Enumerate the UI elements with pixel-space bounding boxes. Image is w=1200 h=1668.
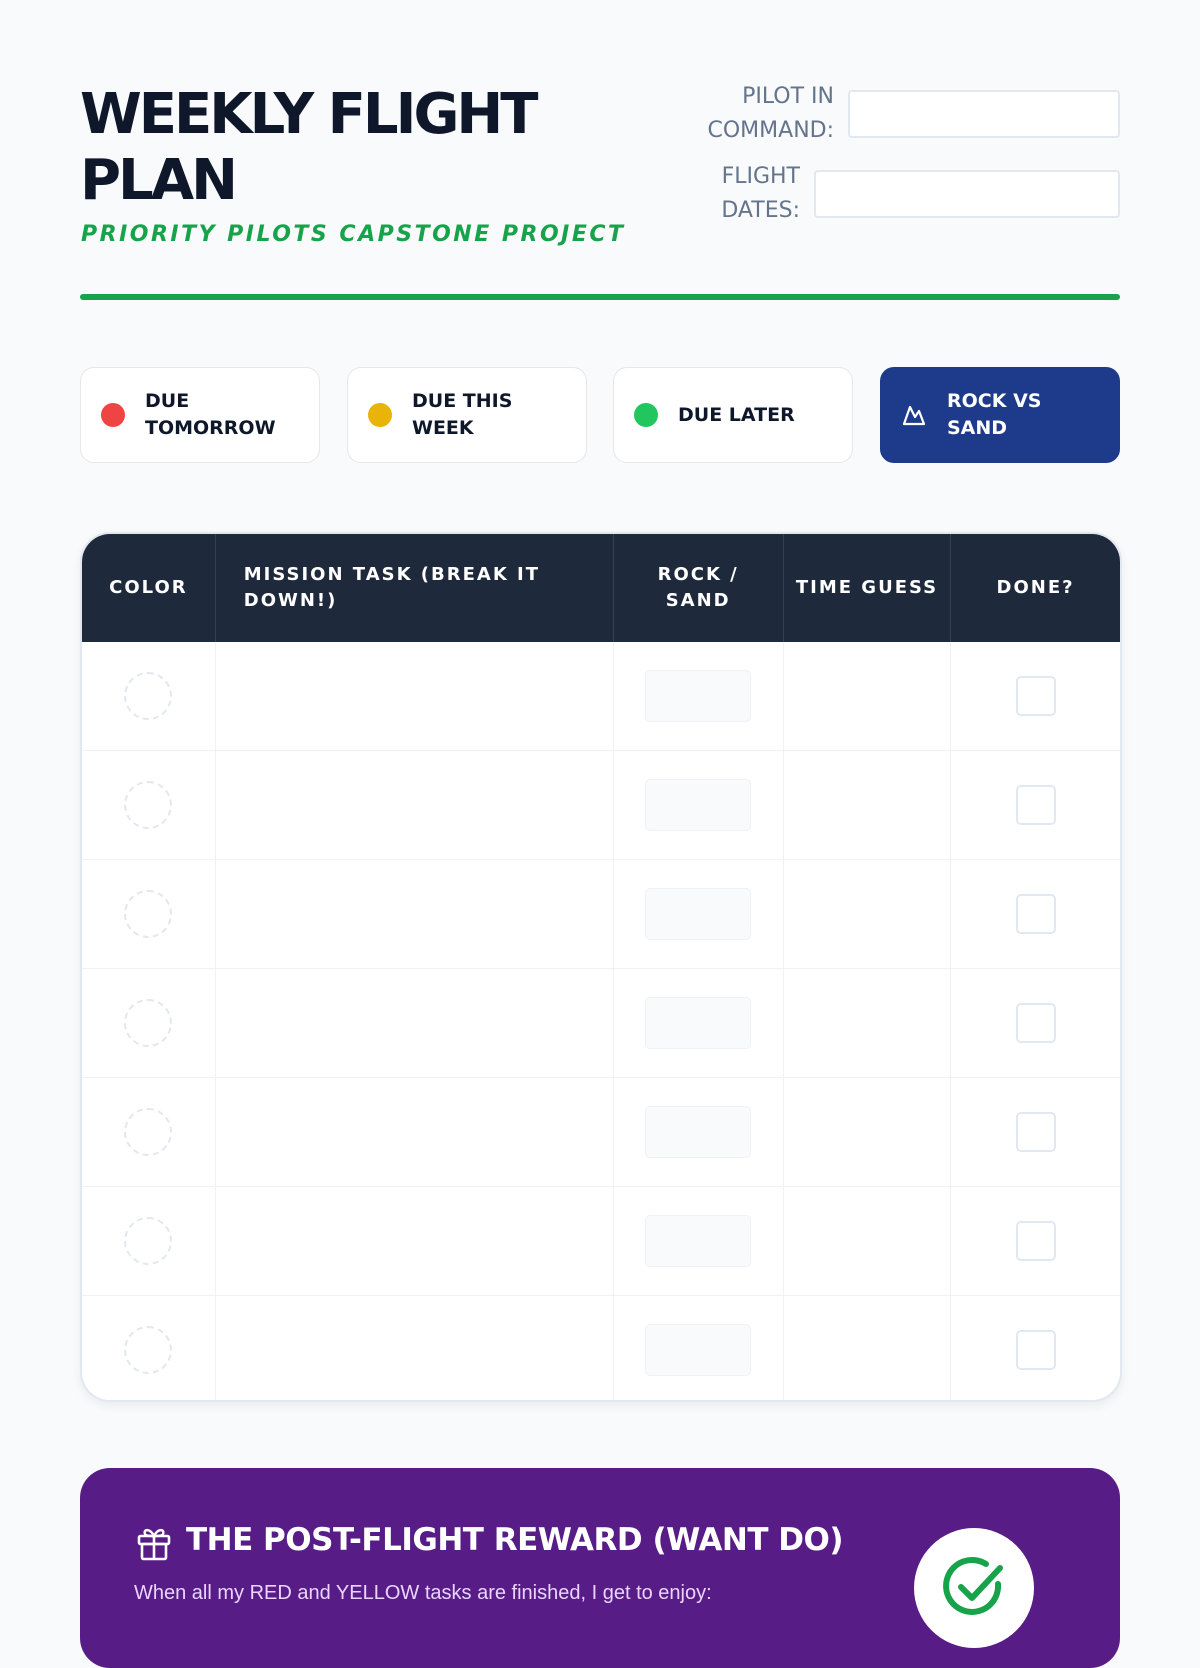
- color-cell[interactable]: [82, 1078, 215, 1187]
- time-guess-cell[interactable]: [783, 1078, 950, 1187]
- time-guess-cell[interactable]: [783, 751, 950, 860]
- rock-sand-cell[interactable]: [613, 1078, 783, 1187]
- legend-due-tomorrow: [80, 367, 320, 463]
- legend-label: ROCK VS SAND: [947, 390, 1042, 439]
- done-checkbox[interactable]: [1016, 676, 1056, 716]
- done-checkbox[interactable]: [1016, 1003, 1056, 1043]
- flight-plan-page: [80, 0, 1120, 1604]
- gift-icon: [136, 1524, 172, 1562]
- reward-title: THE POST-FLIGHT REWARD (WANT DO): [186, 1522, 844, 1558]
- mission-table: [80, 532, 1122, 1402]
- rock-sand-input[interactable]: [645, 779, 751, 831]
- page-subtitle: PRIORITY PILOTS CAPSTONE PROJECT: [81, 222, 626, 247]
- green-dot-icon: [634, 403, 658, 427]
- priority-legend: [80, 367, 1120, 463]
- done-cell[interactable]: [951, 969, 1120, 1078]
- table-body: [82, 642, 1120, 1402]
- done-cell[interactable]: [951, 1187, 1120, 1296]
- color-cell[interactable]: [82, 860, 215, 969]
- done-checkbox[interactable]: [1016, 1112, 1056, 1152]
- mountain-icon: [901, 402, 927, 428]
- page-title: WEEKLY FLIGHT PLAN: [80, 82, 536, 213]
- yellow-dot-icon: [368, 403, 392, 427]
- rock-sand-cell[interactable]: [613, 1187, 783, 1296]
- rock-sand-cell[interactable]: [613, 1296, 783, 1403]
- mission-task-cell[interactable]: [215, 1078, 613, 1187]
- rock-sand-cell[interactable]: [613, 642, 783, 751]
- table-row: [82, 860, 1120, 969]
- mission-task-cell[interactable]: [215, 751, 613, 860]
- rock-sand-cell[interactable]: [613, 751, 783, 860]
- dates-input[interactable]: [814, 170, 1120, 218]
- pilot-field-group: [694, 80, 1120, 148]
- header-divider: [80, 294, 1120, 300]
- table-row: [82, 969, 1120, 1078]
- legend-label: DUE THIS WEEK: [412, 390, 513, 439]
- color-cell[interactable]: [82, 751, 215, 860]
- dates-field-group: [700, 160, 1120, 228]
- rock-sand-input[interactable]: [645, 888, 751, 940]
- color-marker-slot[interactable]: [124, 1326, 172, 1374]
- done-cell[interactable]: [951, 751, 1120, 860]
- color-cell[interactable]: [82, 969, 215, 1078]
- header-done: DONE?: [951, 534, 1120, 642]
- header-color: COLOR: [82, 534, 215, 642]
- reward-panel: [80, 1468, 1120, 1668]
- rock-sand-input[interactable]: [645, 1215, 751, 1267]
- time-guess-cell[interactable]: [783, 860, 950, 969]
- reward-description: When all my RED and YELLOW tasks are finished, I get to enjoy:: [134, 1582, 712, 1604]
- done-checkbox[interactable]: [1016, 1221, 1056, 1261]
- done-cell[interactable]: [951, 1078, 1120, 1187]
- done-cell[interactable]: [951, 642, 1120, 751]
- dates-label: FLIGHT DATES:: [721, 164, 800, 223]
- legend-label: DUE LATER: [678, 403, 795, 426]
- rock-sand-cell[interactable]: [613, 969, 783, 1078]
- color-marker-slot[interactable]: [124, 890, 172, 938]
- table-row: [82, 1296, 1120, 1403]
- table-row: [82, 1187, 1120, 1296]
- pilot-input[interactable]: [848, 90, 1120, 138]
- done-checkbox[interactable]: [1016, 894, 1056, 934]
- color-marker-slot[interactable]: [124, 999, 172, 1047]
- table-row: [82, 1078, 1120, 1187]
- time-guess-cell[interactable]: [783, 642, 950, 751]
- check-circle-icon: [914, 1528, 1034, 1648]
- mission-task-cell[interactable]: [215, 969, 613, 1078]
- mission-task-cell[interactable]: [215, 1187, 613, 1296]
- rock-sand-input[interactable]: [645, 1106, 751, 1158]
- time-guess-cell[interactable]: [783, 1296, 950, 1403]
- rock-sand-input[interactable]: [645, 997, 751, 1049]
- done-checkbox[interactable]: [1016, 785, 1056, 825]
- color-marker-slot[interactable]: [124, 1217, 172, 1265]
- table-row: [82, 642, 1120, 751]
- color-marker-slot[interactable]: [124, 672, 172, 720]
- color-cell[interactable]: [82, 1296, 215, 1403]
- time-guess-cell[interactable]: [783, 1187, 950, 1296]
- header-time-guess: TIME GUESS: [783, 534, 950, 642]
- color-marker-slot[interactable]: [124, 781, 172, 829]
- pilot-label: PILOT IN COMMAND:: [707, 84, 834, 143]
- table-row: [82, 751, 1120, 860]
- time-guess-cell[interactable]: [783, 969, 950, 1078]
- red-dot-icon: [101, 403, 125, 427]
- table-header-row: [82, 534, 1120, 642]
- done-checkbox[interactable]: [1016, 1330, 1056, 1370]
- legend-due-this-week: [347, 367, 587, 463]
- color-cell[interactable]: [82, 642, 215, 751]
- header-rock-sand: ROCK / SAND: [613, 534, 783, 642]
- color-marker-slot[interactable]: [124, 1108, 172, 1156]
- rock-sand-input[interactable]: [645, 1324, 751, 1376]
- done-cell[interactable]: [951, 860, 1120, 969]
- color-cell[interactable]: [82, 1187, 215, 1296]
- done-cell[interactable]: [951, 1296, 1120, 1403]
- legend-rock-vs-sand: [880, 367, 1120, 463]
- legend-label: DUE TOMORROW: [145, 390, 276, 439]
- header-mission-task: MISSION TASK (BREAK IT DOWN!): [215, 534, 613, 642]
- rock-sand-input[interactable]: [645, 670, 751, 722]
- mission-task-cell[interactable]: [215, 642, 613, 751]
- rock-sand-cell[interactable]: [613, 860, 783, 969]
- legend-due-later: [613, 367, 853, 463]
- mission-task-cell[interactable]: [215, 860, 613, 969]
- mission-task-cell[interactable]: [215, 1296, 613, 1403]
